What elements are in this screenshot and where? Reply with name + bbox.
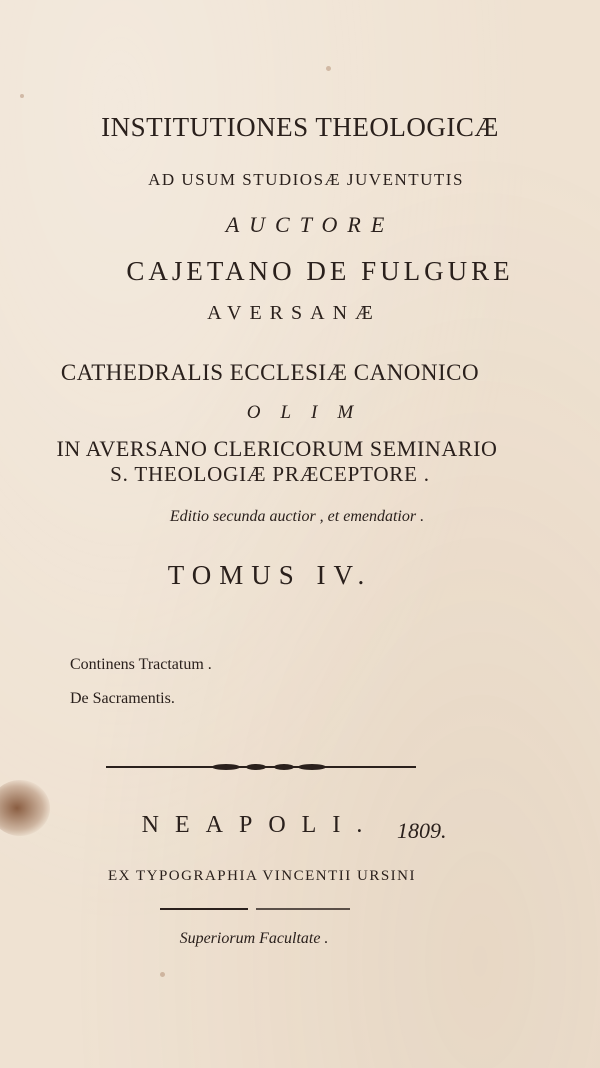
imprint-city: NEAPOLI. [141,812,379,838]
license-line: Superiorum Facultate . [179,930,329,947]
volume-number: TOMUS IV. [167,560,373,590]
foxing-spot [160,972,165,977]
foxing-spot [20,94,24,98]
contents-line-2: De Sacramentis. [70,690,175,707]
main-title: INSTITUTIONES THEOLOGICÆ [101,112,499,142]
olim-line: OLIM [246,402,374,423]
author-name: CAJETANO DE FULGURE [126,256,514,286]
aversanae-line: AVERSANÆ [207,302,381,324]
seminario-line: IN AVERSANO CLERICORUM SEMINARIO [56,436,498,461]
edition-statement: Editio secunda auctior , et emendatior . [169,508,425,525]
praeceptore-line: S. THEOLOGIÆ PRÆCEPTORE . [110,462,430,486]
ornamental-rule [106,764,416,770]
divider-rule [160,906,350,912]
contents-line-1: Continens Tractatum . [70,656,212,673]
subtitle: AD USUM STUDIOSÆ JUVENTUTIS [148,170,464,189]
foxing-spot [326,66,331,71]
auctore-line: AUCTORE [225,212,395,237]
printer-line: EX TYPOGRAPHIA VINCENTII URSINI [107,868,417,884]
imprint-year: 1809. [397,818,447,843]
cathedralis-line: CATHEDRALIS ECCLESIÆ CANONICO [60,360,480,385]
